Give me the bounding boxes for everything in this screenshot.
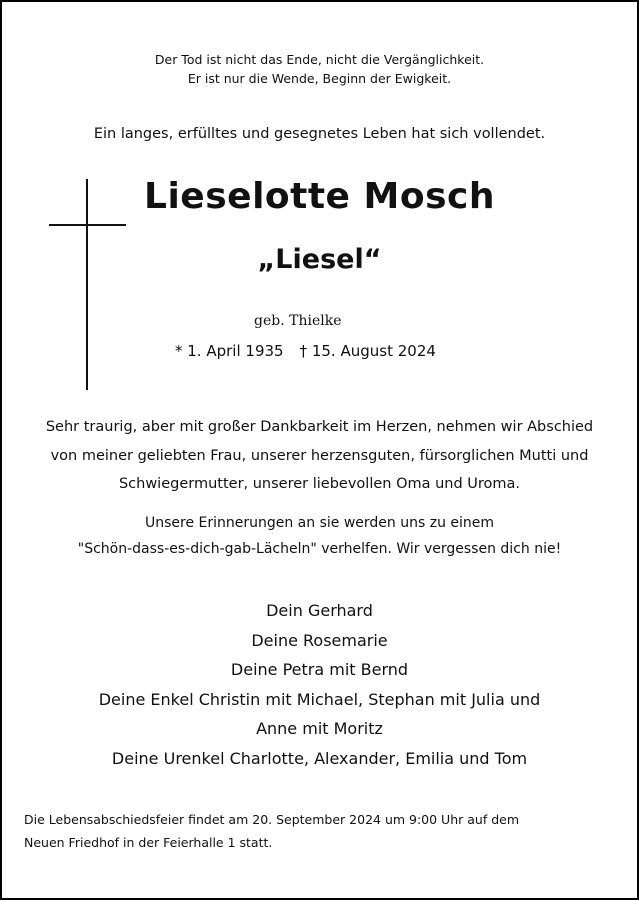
farewell-line: Schwiegermutter, unserer liebevollen Oma und Uroma. [118, 476, 521, 492]
deceased-nickname: „Liesel“ [257, 244, 382, 275]
mourner-line: Deine Urenkel Charlotte, Alexander, Emilia und Tom [111, 748, 528, 768]
motto [0, 50, 639, 88]
mourner-line: Deine Rosemarie [251, 630, 388, 650]
memories-line: Unsere Erinnerungen an sie werden uns zu einem [144, 515, 495, 531]
farewell-text [0, 413, 639, 499]
motto-line: Der Tod ist nicht das Ende, nicht die Vergänglichkeit. [154, 52, 485, 67]
mourner-line: Deine Petra mit Bernd [230, 660, 409, 679]
mourner-line: Anne mit Moritz [256, 719, 383, 738]
intro-line: Ein langes, erfülltes und gesegnetes Leben hat sich vollendet. [93, 126, 546, 142]
deceased-name: Lieselotte Mosch [144, 176, 495, 217]
memories-line: "Schön-dass-es-dich-gab-Lächeln" verhelfen. Wir vergessen dich nie! [77, 541, 562, 557]
motto-line: Er ist nur die Wende, Beginn der Ewigkeit. [187, 71, 452, 86]
ceremony-line: Neuen Friedhof in der Feierhalle 1 statt. [24, 835, 273, 850]
mourner-line: Deine Enkel Christin mit Michael, Stephan mit Julia und [98, 689, 541, 709]
birth-name: geb. Thielke [254, 313, 342, 329]
mourner-line: Dein Gerhard [266, 601, 373, 620]
memories-text [0, 510, 639, 562]
mourners-list [0, 596, 639, 773]
death-date: † 15. August 2024 [299, 342, 436, 360]
ceremony-info [24, 808, 519, 854]
ceremony-line: Die Lebensabschiedsfeier findet am 20. September 2024 um 9:00 Uhr auf dem [24, 812, 520, 827]
birth-date: * 1. April 1935 [175, 342, 284, 360]
farewell-line: von meiner geliebten Frau, unserer herzensguten, fürsorglichen Mutti und [50, 447, 589, 464]
farewell-line: Sehr traurig, aber mit großer Dankbarkeit im Herzen, nehmen wir Abschied [45, 419, 594, 435]
life-dates [175, 342, 436, 360]
cross-icon-horizontal [49, 224, 126, 226]
